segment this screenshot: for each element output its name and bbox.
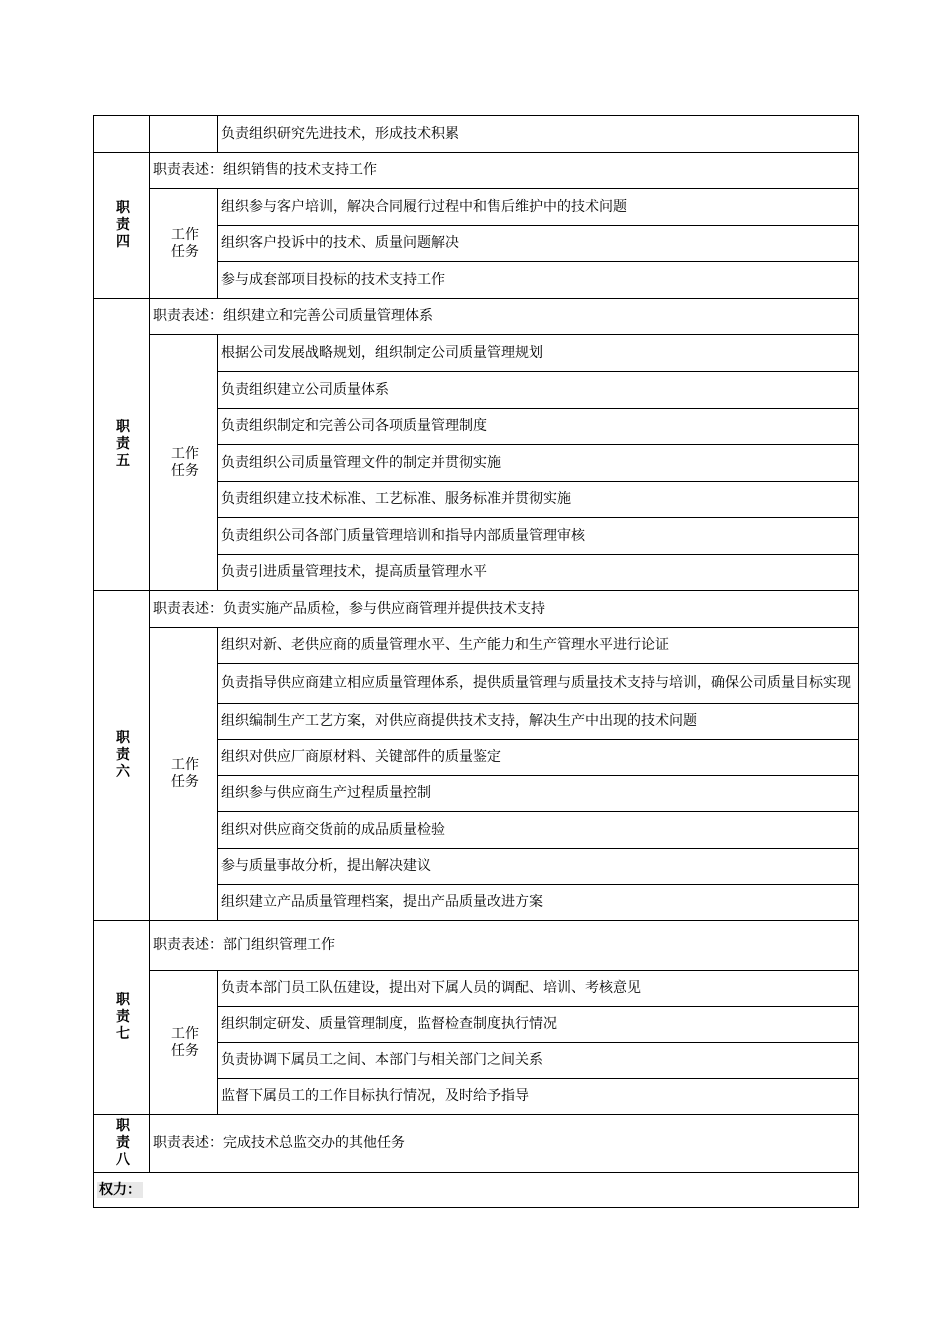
job-responsibility-table (93, 115, 859, 1208)
table-row (94, 1115, 859, 1173)
duty-seven-label: 职 责 七 (94, 921, 150, 1115)
task-item: 组织制定研发、质量管理制度，监督检查制度执行情况 (218, 1007, 859, 1043)
table-row (94, 153, 859, 189)
duty-four-task-label: 工作 任务 (150, 189, 218, 299)
task-item: 组织建立产品质量管理档案，提出产品质量改进方案 (218, 885, 859, 921)
duty-eight-label: 职 责 八 (94, 1115, 150, 1173)
duty-four-description: 职责表述：组织销售的技术支持工作 (150, 153, 859, 189)
task-label-cell (150, 116, 218, 153)
power-label: 权力： (99, 1181, 141, 1198)
table-row (94, 1173, 859, 1208)
table-row (94, 116, 859, 153)
task-item: 参与质量事故分析，提出解决建议 (218, 849, 859, 885)
power-section (94, 1173, 859, 1208)
duty-five-task-label: 工作 任务 (150, 335, 218, 591)
task-item: 负责组织公司各部门质量管理培训和指导内部质量管理审核 (218, 518, 859, 555)
duty-label-cell (94, 116, 150, 153)
task-item: 负责协调下属员工之间、本部门与相关部门之间关系 (218, 1043, 859, 1079)
duty-four-label: 职 责 四 (94, 153, 150, 299)
task-item: 组织对供应厂商原材料、关键部件的质量鉴定 (218, 740, 859, 776)
duty-six-description: 职责表述：负责实施产品质检，参与供应商管理并提供技术支持 (150, 591, 859, 628)
table-row (94, 971, 859, 1007)
task-item: 组织参与供应商生产过程质量控制 (218, 776, 859, 812)
table-row (94, 189, 859, 226)
task-item: 负责引进质量管理技术，提高质量管理水平 (218, 555, 859, 591)
task-item: 组织客户投诉中的技术、质量问题解决 (218, 226, 859, 262)
table-row (94, 591, 859, 628)
duty-seven-description: 职责表述：部门组织管理工作 (150, 921, 859, 971)
duty-five-description: 职责表述：组织建立和完善公司质量管理体系 (150, 299, 859, 335)
table-row (94, 299, 859, 335)
duty-six-task-label: 工作 任务 (150, 628, 218, 921)
duty-six-label: 职 责 六 (94, 591, 150, 921)
task-item: 负责组织建立技术标准、工艺标准、服务标准并贯彻实施 (218, 482, 859, 518)
task-item: 根据公司发展战略规划，组织制定公司质量管理规划 (218, 335, 859, 372)
task-item: 组织对供应商交货前的成品质量检验 (218, 812, 859, 849)
task-item: 负责组织制定和完善公司各项质量管理制度 (218, 409, 859, 445)
task-item: 负责组织公司质量管理文件的制定并贯彻实施 (218, 445, 859, 482)
duty-five-label: 职 责 五 (94, 299, 150, 591)
task-item: 组织参与客户培训，解决合同履行过程中和售后维护中的技术问题 (218, 189, 859, 226)
task-item: 参与成套部项目投标的技术支持工作 (218, 262, 859, 299)
task-item: 负责指导供应商建立相应质量管理体系，提供质量管理与质量技术支持与培训，确保公司质量目标实现 (218, 664, 859, 704)
task-item: 组织编制生产工艺方案，对供应商提供技术支持，解决生产中出现的技术问题 (218, 704, 859, 740)
table-row (94, 335, 859, 372)
task-item: 负责组织建立公司质量体系 (218, 372, 859, 409)
table-row (94, 628, 859, 664)
task-item: 组织对新、老供应商的质量管理水平、生产能力和生产管理水平进行论证 (218, 628, 859, 664)
table-row (94, 921, 859, 971)
duty-eight-description: 职责表述：完成技术总监交办的其他任务 (150, 1115, 859, 1173)
task-item: 监督下属员工的工作目标执行情况，及时给予指导 (218, 1079, 859, 1115)
task-item: 负责组织研究先进技术，形成技术积累 (218, 116, 859, 153)
duty-seven-task-label: 工作 任务 (150, 971, 218, 1115)
task-item: 负责本部门员工队伍建设，提出对下属人员的调配、培训、考核意见 (218, 971, 859, 1007)
